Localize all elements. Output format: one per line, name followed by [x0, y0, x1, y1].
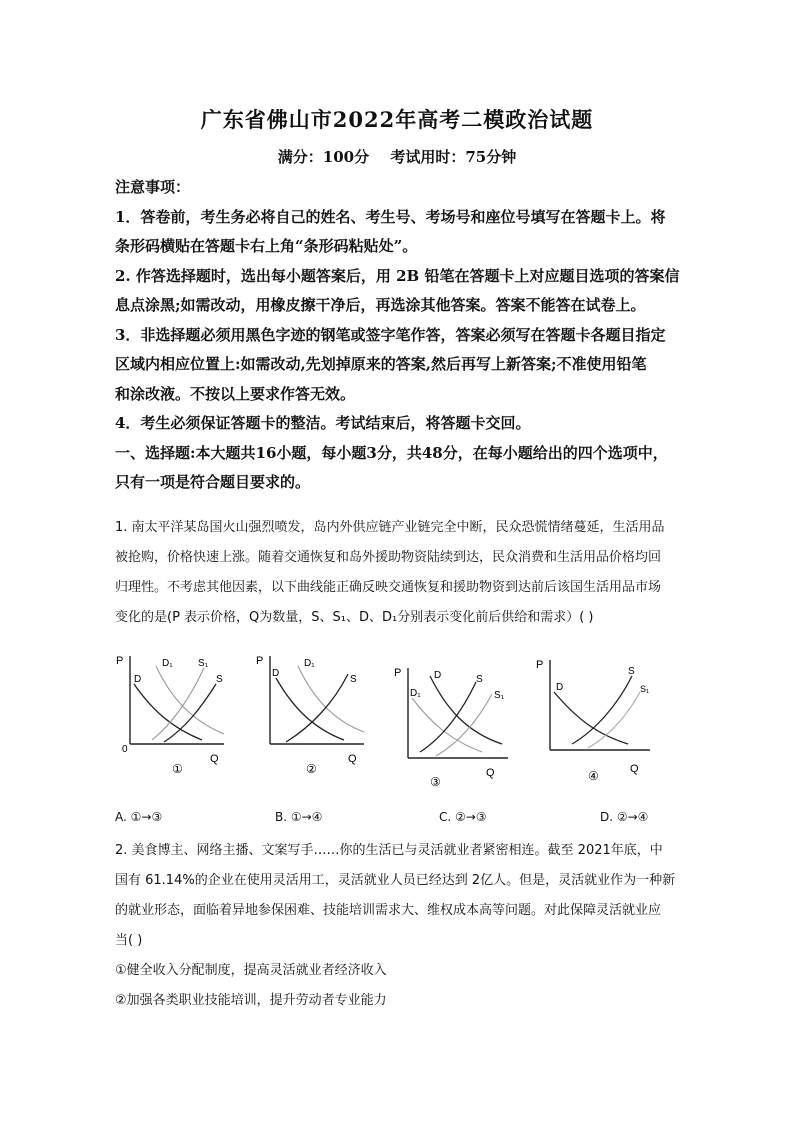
question-line: 被抢购，价格快速上涨。随着交通恢复和岛外援助物资陆续到达，民众消费和生活用品价格均回 — [115, 550, 662, 565]
question-line: 1. 南太平洋某岛国火山强烈喷发，岛内外供应链产业链完全中断，民众恐慌情绪蔓延，生活用品 — [115, 520, 665, 535]
notice-line: 区域内相应位置上:如需改动,先划掉原来的答案,然后再写上新答案;不准使用铅笔 — [115, 355, 647, 373]
curve-label: S — [216, 674, 223, 685]
option-a[interactable]: A. ①→③ — [115, 810, 163, 824]
supply-demand-graphs — [112, 648, 692, 798]
notice-heading: 注意事项： — [115, 178, 191, 196]
notice-line: 1．答卷前，考生务必将自己的姓名、考生号、考场号和座位号填写在答题卡上。将 — [115, 207, 666, 226]
question-line: 国有 61.14%的企业在使用灵活用工，灵活就业人员已经达到 2亿人。但是，灵活就业作为一种新 — [115, 873, 676, 888]
curve-label: S — [628, 666, 635, 677]
graph-4 — [532, 648, 656, 788]
notice-line: 条形码横贴在答题卡右上角“条形码粘贴处”。 — [115, 237, 418, 255]
axis-origin-label: 0 — [122, 744, 128, 755]
exam-duration: 考试用时：75分钟 — [390, 148, 517, 166]
axis-p-label: P — [116, 655, 124, 667]
question-1-stem — [115, 513, 701, 633]
curve-label: D₁ — [304, 658, 315, 669]
axis-p-label: P — [536, 659, 544, 671]
curve-label: D — [434, 670, 442, 681]
graph-2 — [252, 648, 370, 778]
section-heading: 一、选择题:本大题共16小题，每小题3分，共48分，在每小题给出的四个选项中， — [115, 443, 668, 462]
graph-number: ① — [172, 762, 183, 776]
curve-label: S₁ — [198, 658, 209, 669]
graph-number: ③ — [430, 775, 441, 788]
question-line: 2. 美食博主、网络主播、文案写手……你的生活已与灵活就业者紧密相连。截至 2021年底，中 — [115, 843, 663, 858]
answer-item: ②加强各类职业技能培训，提升劳动者专业能力 — [115, 993, 387, 1008]
curve-label: D₁ — [410, 688, 421, 699]
axis-p-label: P — [394, 667, 402, 679]
answer-item: ①健全收入分配制度，提高灵活就业者经济收入 — [115, 963, 387, 978]
axis-q-label: Q — [630, 763, 639, 775]
option-c[interactable]: C. ②→③ — [439, 810, 487, 824]
full-score: 满分：100分 — [277, 148, 370, 166]
question-1-options — [115, 810, 695, 830]
curve-label: D — [134, 674, 142, 685]
question-line: 变化的是(P 表示价格，Q为数量，S、S₁、D、D₁分别表示变化前后供给和需求）( ) — [115, 610, 594, 625]
curve-label: S — [476, 674, 483, 685]
graph-1 — [112, 648, 230, 778]
option-d[interactable]: D. ②→④ — [600, 810, 649, 824]
graph-number: ② — [306, 762, 317, 776]
curve-label: D₁ — [162, 658, 173, 669]
question-line: 当( ) — [115, 933, 143, 948]
question-line: 的就业形态，面临着异地参保困难、技能培训需求大、维权成本高等问题。对此保障灵活就业应 — [115, 903, 662, 918]
axis-q-label: Q — [486, 767, 495, 779]
curve-label: S₁ — [494, 690, 505, 701]
graph-number: ④ — [588, 769, 599, 783]
section-heading: 只有一项是符合题目要求的。 — [115, 473, 311, 491]
notice-line: 4．考生必须保证答题卡的整洁。考试结束后，将答题卡交回。 — [115, 414, 531, 432]
page-title: 广东省佛山市2022年高考二模政治试题 — [200, 107, 594, 132]
exam-info — [0, 146, 794, 167]
notice-line: 和涂改液。不按以上要求作答无效。 — [115, 384, 356, 403]
curve-label: D — [272, 668, 280, 679]
axis-p-label: P — [256, 655, 264, 667]
notice-line: 息点涂黑;如需改动，用橡皮擦干净后，再选涂其他答案。答案不能答在试卷上。 — [115, 296, 646, 314]
graph-3 — [390, 648, 514, 788]
curve-label: S₁ — [640, 684, 650, 694]
option-b[interactable]: B. ①→④ — [275, 810, 323, 824]
notice-line: 3．非选择题必须用黑色字迹的钢笔或签字笔作答，答案必须写在答题卡各题目指定 — [115, 325, 666, 344]
curve-label: D — [556, 682, 564, 693]
question-line: 归理性。不考虑其他因素，以下曲线能正确反映交通恢复和援助物资到达前后该国生活用品市场 — [115, 580, 662, 595]
notice-section — [115, 173, 701, 498]
notice-line: 2. 作答选择题时，选出每小题答案后，用 2B 铅笔在答题卡上对应题目选项的答案信 — [115, 266, 680, 285]
question-2-stem — [115, 836, 701, 1016]
axis-q-label: Q — [348, 753, 357, 765]
axis-q-label: Q — [210, 753, 219, 765]
curve-label: S — [350, 674, 357, 685]
